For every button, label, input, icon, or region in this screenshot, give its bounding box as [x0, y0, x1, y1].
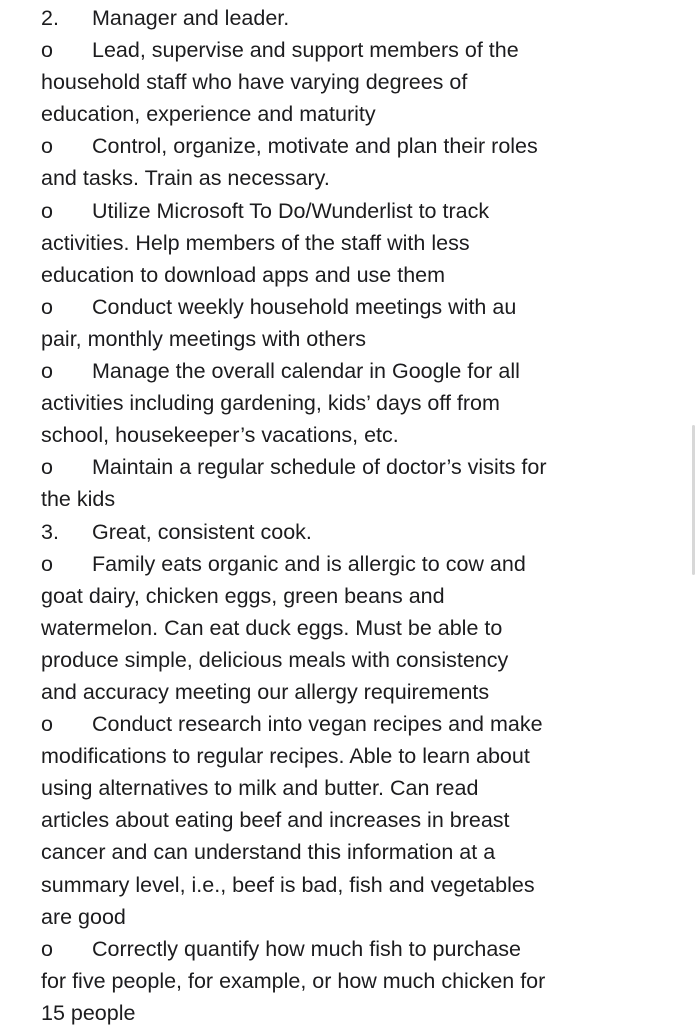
list-marker: o — [41, 712, 53, 737]
line-text: Great, consistent cook. — [92, 519, 312, 544]
line-text: articles about eating beef and increases in breast — [41, 808, 510, 833]
text-line — [41, 2, 691, 34]
line-text: Maintain a regular schedule of doctor’s visits for — [92, 455, 547, 480]
line-text: and tasks. Train as necessary. — [41, 166, 330, 191]
text-line — [41, 901, 691, 933]
line-text: education, experience and maturity — [41, 102, 376, 127]
line-text: education to download apps and use them — [41, 262, 446, 287]
line-text: the kids — [41, 487, 116, 512]
list-marker: o — [41, 359, 53, 384]
text-line — [41, 965, 691, 997]
text-line — [41, 323, 691, 355]
text-line — [41, 291, 691, 323]
list-marker: 3. — [41, 519, 59, 544]
text-line — [41, 195, 691, 227]
text-line — [41, 676, 691, 708]
line-text: Correctly quantify how much fish to purchase — [92, 936, 522, 961]
line-text: Lead, supervise and support members of the — [92, 38, 519, 63]
text-line — [41, 451, 691, 483]
line-text: Manage the overall calendar in Google for all — [92, 359, 520, 384]
text-line — [41, 580, 691, 612]
text-line — [41, 644, 691, 676]
line-text: produce simple, delicious meals with consistency — [41, 647, 509, 672]
text-line — [41, 162, 691, 194]
list-marker: o — [41, 936, 53, 961]
text-line — [41, 708, 691, 740]
line-text: Utilize Microsoft To Do/Wunderlist to track — [92, 198, 490, 223]
text-line — [41, 419, 691, 451]
text-line — [41, 997, 691, 1029]
line-text: Conduct research into vegan recipes and make — [92, 712, 543, 737]
line-text: for five people, for example, or how much chicken for — [41, 968, 546, 993]
text-line — [41, 804, 691, 836]
list-marker: o — [41, 455, 53, 480]
list-marker: o — [41, 551, 53, 576]
text-line — [41, 66, 691, 98]
line-text: Family eats organic and is allergic to cow and — [92, 551, 526, 576]
line-text: household staff who have varying degrees of — [41, 70, 468, 95]
text-line — [41, 387, 691, 419]
text-line — [41, 227, 691, 259]
line-text: Conduct weekly household meetings with au — [92, 294, 517, 319]
text-line — [41, 355, 691, 387]
text-line — [41, 836, 691, 868]
list-marker: o — [41, 294, 53, 319]
text-line — [41, 98, 691, 130]
line-text: cancer and can understand this information at a — [41, 840, 496, 865]
text-line — [41, 259, 691, 291]
list-marker: o — [41, 38, 53, 63]
text-line — [41, 548, 691, 580]
text-line — [41, 516, 691, 548]
line-text: school, housekeeper’s vacations, etc. — [41, 423, 399, 448]
text-line — [41, 612, 691, 644]
line-text: watermelon. Can eat duck eggs. Must be able to — [41, 615, 503, 640]
line-text: summary level, i.e., beef is bad, fish and vegetables — [41, 872, 535, 897]
list-marker: o — [41, 198, 53, 223]
line-text: pair, monthly meetings with others — [41, 326, 367, 351]
line-text: activities. Help members of the staff with less — [41, 230, 470, 255]
document-body — [41, 2, 691, 1029]
text-line — [41, 772, 691, 804]
text-line — [41, 130, 691, 162]
line-text: modifications to regular recipes. Able to learn about — [41, 744, 530, 769]
text-line — [41, 34, 691, 66]
line-text: 15 people — [41, 1000, 136, 1025]
line-text: and accuracy meeting our allergy requirements — [41, 679, 490, 704]
line-text: goat dairy, chicken eggs, green beans and — [41, 583, 445, 608]
line-text: activities including gardening, kids’ days off from — [41, 391, 500, 416]
text-line — [41, 483, 691, 515]
text-line — [41, 740, 691, 772]
list-marker: o — [41, 134, 53, 159]
line-text: Control, organize, motivate and plan their roles — [92, 134, 538, 159]
scrollbar[interactable] — [692, 425, 695, 575]
line-text: are good — [41, 904, 126, 929]
list-marker: 2. — [41, 6, 59, 30]
line-text: Manager and leader. — [92, 6, 290, 30]
text-line — [41, 869, 691, 901]
text-line — [41, 933, 691, 965]
line-text: using alternatives to milk and butter. Can read — [41, 776, 479, 801]
